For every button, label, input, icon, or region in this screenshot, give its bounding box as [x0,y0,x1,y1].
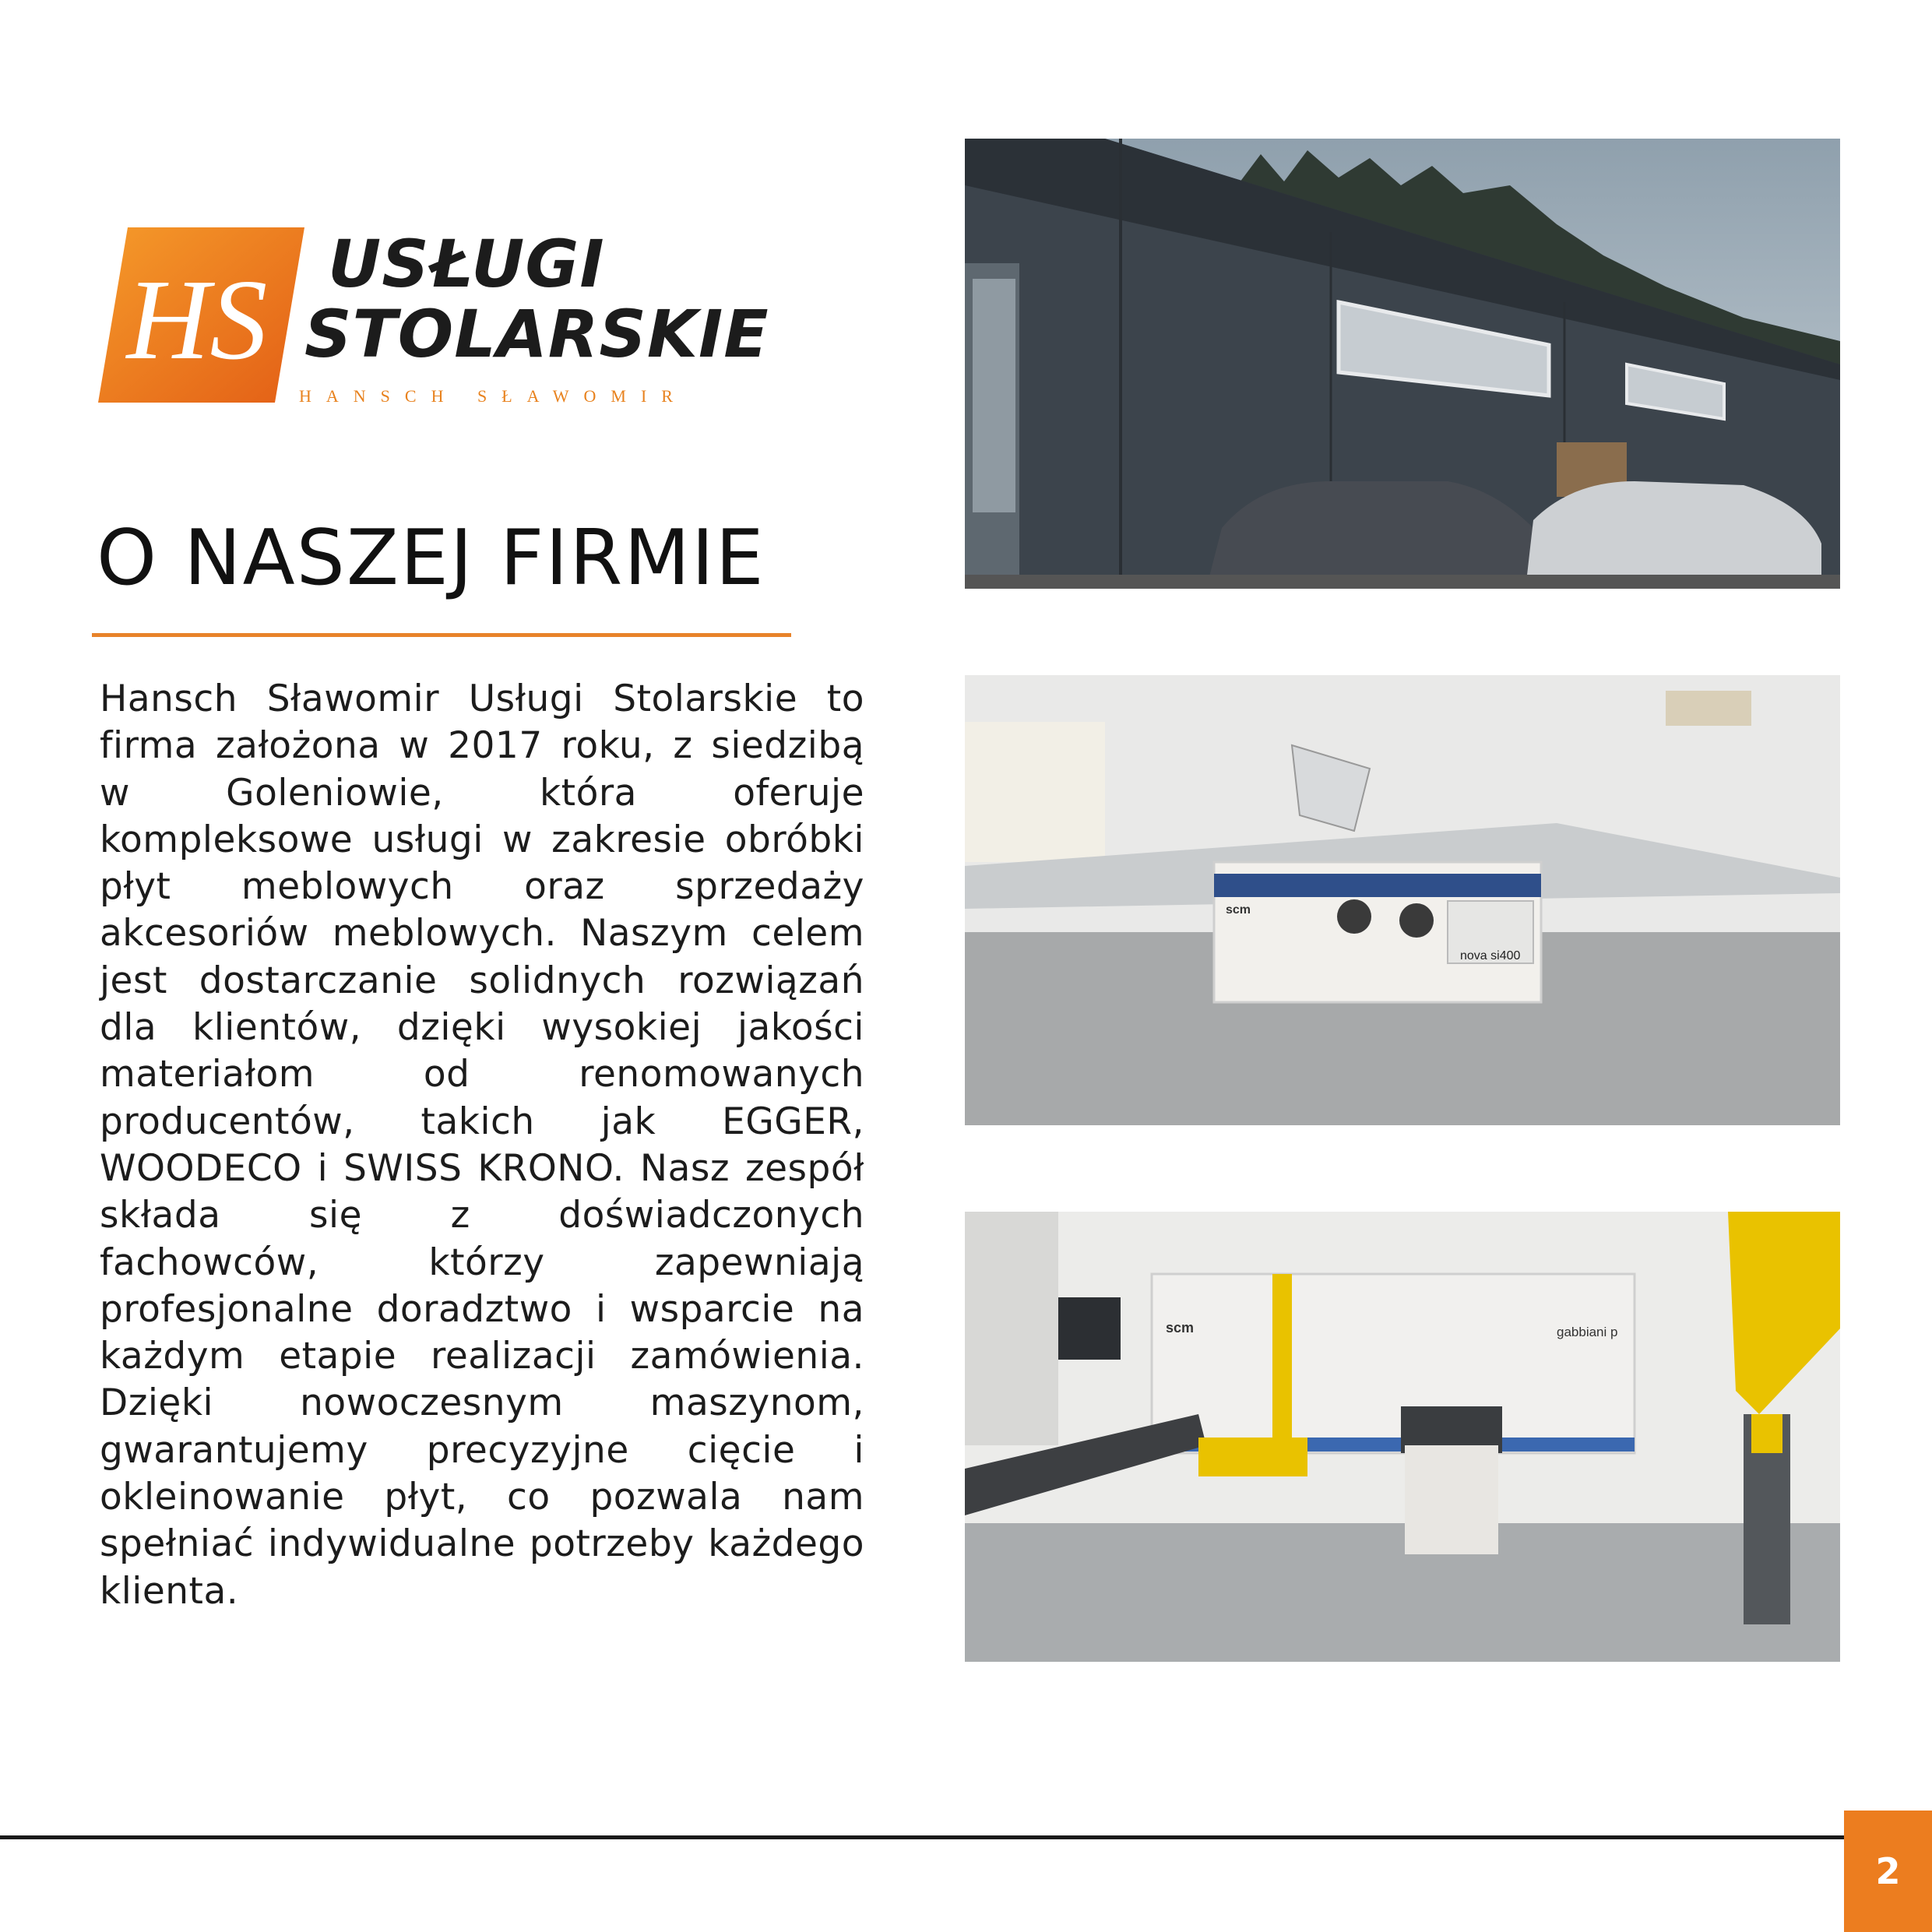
logo-badge [98,227,304,403]
beam-saw-brand: scm [1166,1320,1195,1336]
photo-building-exterior [965,139,1840,589]
logo-monogram: HS [126,256,268,384]
logo-line-1: USŁUGI [328,226,605,302]
company-logo [98,227,799,414]
saw-brand-label: scm [1226,903,1251,917]
saw-model-label: nova si400 [1460,949,1521,962]
logo-line-2: STOLARSKIE [304,296,769,372]
logo-subtitle: HANSCH SŁAWOMIR [299,386,688,406]
title-underline [92,633,791,637]
page-number: 2 [1875,1850,1901,1892]
about-paragraph: Hansch Sławomir Usługi Stolarskie to firma założona w 2017 roku, z siedzibą w Goleniowie, która oferuje kompleksowe usługi w zakresie obróbki płyt meblowych oraz sprzedaży akcesoriów meblowych. Naszym celem jest dostarczanie solidnych rozwiązań dla klientów, dzięki wysokiej jakości materiałom od renomowanych producentów, takich jak EGGER, WOODECO i SWISS KRONO. Nasz zespół składa się z doświadczonych fachowców, którzy zapewniają profesjonalne doradztwo i wsparcie na każdym etapie realizacji zamówienia. Dzięki nowoczesnym maszynom, gwarantujemy precyzyjne cięcie i okleinowanie płyt, co pozwala nam spełniać indywidualne potrzeby każdego klienta. [100,677,864,1613]
beam-saw-model: gabbiani p [1557,1325,1618,1339]
page-number-badge [1844,1811,1932,1932]
section-title: O NASZEJ FIRMIE [97,514,765,603]
photo-beam-saw [965,1212,1840,1662]
footer-rule [0,1835,1844,1839]
photo-panel-saw [965,675,1840,1125]
